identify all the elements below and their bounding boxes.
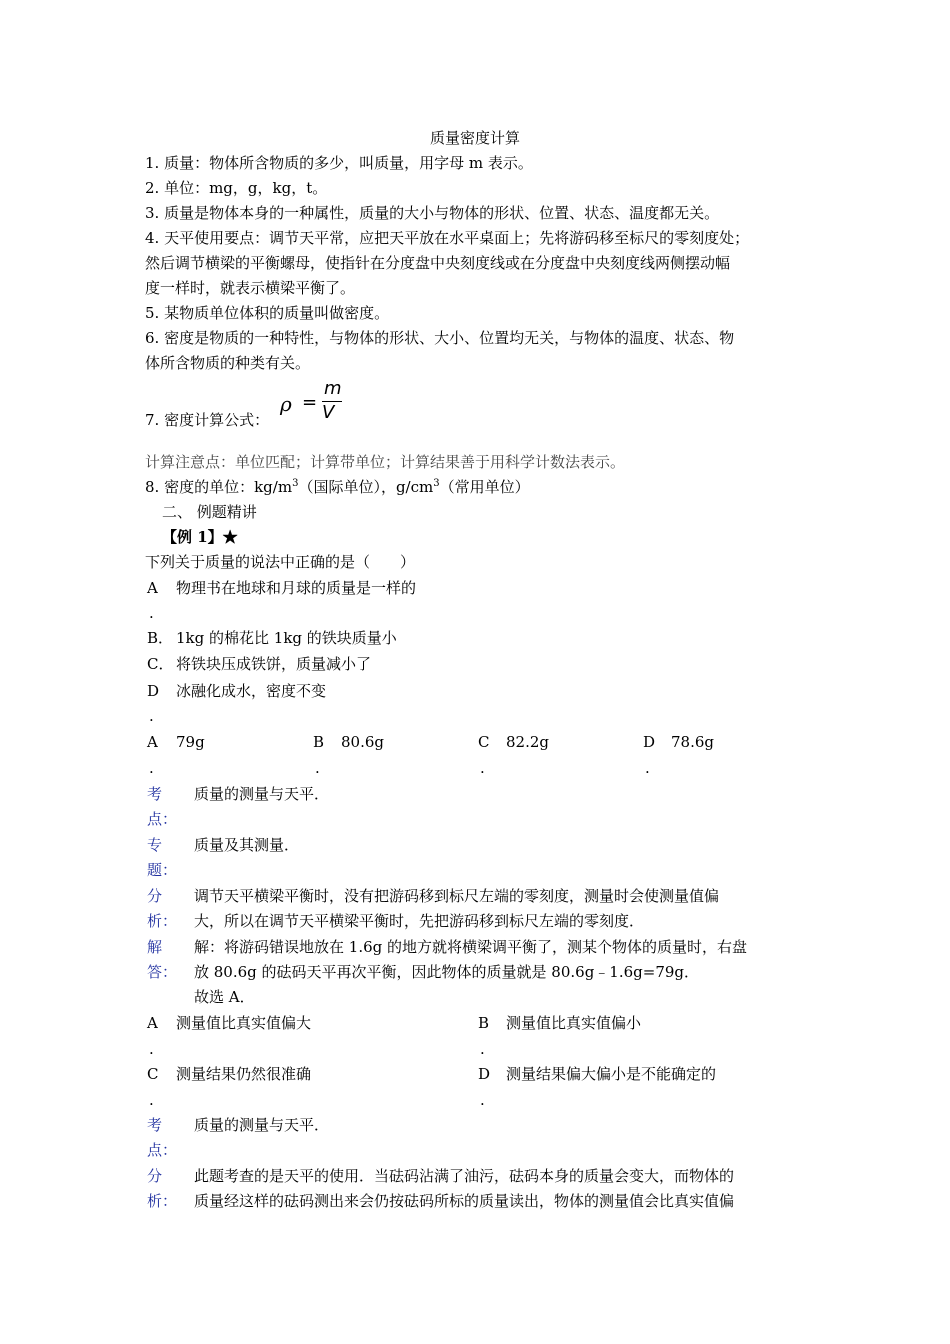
ex1-option-c-text: 将铁块压成铁饼，质量减小了 xyxy=(176,655,372,673)
ex1-option-b-letter: B． xyxy=(147,629,174,647)
ex3-fenxi-label-2: 析： xyxy=(147,1192,178,1210)
ex3-option-d-dot: . xyxy=(480,1091,485,1109)
point-8-part-a: 8. 密度的单位：kg/m xyxy=(145,478,293,496)
point-8-sup-2: 3 xyxy=(433,478,440,489)
point-8-sup-1: 3 xyxy=(292,478,299,489)
ex1-option-d-dot: . xyxy=(149,707,154,725)
ex2-fenxi-text-2: 大，所以在调节天平横梁平衡时，先把游码移到标尺左端的零刻度． xyxy=(194,912,645,930)
point-1: 1. 质量：物体所含物质的多少，叫质量，用字母 m 表示。 xyxy=(145,154,533,172)
ex2-option-c-dot: . xyxy=(480,759,485,777)
point-2: 2. 单位：mg，g，kg，t。 xyxy=(145,179,328,197)
formula-denominator: V xyxy=(322,402,335,423)
ex2-fenxi-label-1: 分 xyxy=(147,887,163,905)
point-4-line-1: 4. 天平使用要点：调节天平常，应把天平放在水平桌面上；先将游码移至标尺的零刻度处； xyxy=(145,229,750,247)
ex2-fenxi-label-2: 析： xyxy=(147,912,178,930)
point-6-line-2: 体所含物质的种类有关。 xyxy=(145,354,311,372)
point-8-part-b: （国际单位），g/cm xyxy=(298,478,434,496)
point-6-line-1: 6. 密度是物质的一种特性，与物体的形状、大小、位置均无关，与物体的温度、状态、物 xyxy=(145,329,735,347)
ex2-jieda-text-2: 放 80.6g 的砝码天平再次平衡，因此物体的质量就是 80.6g﹣1.6g=79g． xyxy=(194,963,700,981)
ex3-option-c-text: 测量结果仍然很准确 xyxy=(176,1065,312,1083)
ex1-option-c-letter: C． xyxy=(147,655,174,673)
ex2-option-d-text: 78.6g xyxy=(671,733,715,751)
ex2-option-d-dot: . xyxy=(645,759,650,777)
ex3-option-b-letter: B xyxy=(478,1014,490,1032)
ex3-option-d-text: 测量结果偏大偏小是不能确定的 xyxy=(506,1065,717,1083)
ex1-option-d-letter: D xyxy=(147,682,160,700)
ex2-jieda-label-1: 解 xyxy=(147,938,163,956)
ex3-option-d-letter: D xyxy=(478,1065,491,1083)
ex2-zhuanti-text: 质量及其测量． xyxy=(194,836,300,854)
ex1-option-a-dot: . xyxy=(149,604,154,622)
point-8 xyxy=(145,477,530,497)
example-1-label: 【例 1】★ xyxy=(162,528,238,546)
ex3-kaodian-label-1: 考 xyxy=(147,1116,163,1134)
ex2-option-d-letter: D xyxy=(643,733,656,751)
ex3-option-a-letter: A xyxy=(147,1014,158,1032)
ex3-option-c-dot: . xyxy=(149,1091,154,1109)
ex2-jieda-text-3: 故选 A． xyxy=(194,988,255,1006)
ex1-option-a-letter: A xyxy=(147,579,158,597)
ex3-option-a-text: 测量值比真实值偏大 xyxy=(176,1014,312,1032)
point-5: 5. 某物质单位体积的质量叫做密度。 xyxy=(145,304,390,322)
formula-equals: = xyxy=(302,392,318,413)
ex3-kaodian-text: 质量的测量与天平． xyxy=(194,1116,330,1134)
ex3-fenxi-text-1: 此题考查的是天平的使用．当砝码沾满了油污，砝码本身的质量会变大，而物体的 xyxy=(194,1167,735,1185)
ex2-option-b-text: 80.6g xyxy=(341,733,385,751)
ex2-jieda-text-1: 解：将游码错误地放在 1.6g 的地方就将横梁调平衡了，测某个物体的质量时，右盘 xyxy=(194,938,747,956)
ex1-option-a-text: 物理书在地球和月球的质量是一样的 xyxy=(176,579,417,597)
ex2-zhuanti-label-2: 题： xyxy=(147,861,178,879)
section-2-heading: 二、 例题精讲 xyxy=(162,503,257,521)
ex1-option-d-text: 冰融化成水，密度不变 xyxy=(176,682,327,700)
ex3-option-b-text: 测量值比真实值偏小 xyxy=(506,1014,642,1032)
ex2-option-a-letter: A xyxy=(147,733,158,751)
ex2-option-b-letter: B xyxy=(313,733,325,751)
ex2-option-c-text: 82.2g xyxy=(506,733,550,751)
page-title: 质量密度计算 xyxy=(429,129,520,147)
example-1-question: 下列关于质量的说法中正确的是（ ） xyxy=(145,553,416,571)
calc-note: 计算注意点：单位匹配；计算带单位；计算结果善于用科学计数法表示。 xyxy=(145,453,626,471)
ex3-kaodian-label-2: 点： xyxy=(147,1141,178,1159)
ex2-kaodian-label-2: 点： xyxy=(147,810,178,828)
ex2-zhuanti-label-1: 专 xyxy=(147,836,163,854)
ex1-option-b-text: 1kg 的棉花比 1kg 的铁块质量小 xyxy=(176,629,397,647)
point-7-label: 7. 密度计算公式： xyxy=(145,411,270,429)
ex2-kaodian-text: 质量的测量与天平． xyxy=(194,785,330,803)
ex3-fenxi-text-2: 质量经这样的砝码测出来会仍按砝码所标的质量读出，物体的测量值会比真实值偏 xyxy=(194,1192,735,1210)
ex3-option-a-dot: . xyxy=(149,1040,154,1058)
ex2-option-a-dot: . xyxy=(149,759,154,777)
ex3-option-c-letter: C xyxy=(147,1065,159,1083)
point-4-line-3: 度一样时，就表示横梁平衡了。 xyxy=(145,279,356,297)
ex3-option-b-dot: . xyxy=(480,1040,485,1058)
ex2-kaodian-label-1: 考 xyxy=(147,785,163,803)
ex2-fenxi-text-1: 调节天平横梁平衡时，没有把游码移到标尺左端的零刻度，测量时会使测量值偏 xyxy=(194,887,720,905)
density-formula xyxy=(278,380,358,426)
point-8-part-c: （常用单位） xyxy=(439,478,530,496)
formula-numerator: m xyxy=(324,378,342,399)
ex2-option-b-dot: . xyxy=(315,759,320,777)
ex2-option-a-text: 79g xyxy=(176,733,205,751)
formula-rho: ρ xyxy=(280,392,292,416)
ex2-option-c-letter: C xyxy=(478,733,490,751)
ex3-fenxi-label-1: 分 xyxy=(147,1167,163,1185)
ex2-jieda-label-2: 答： xyxy=(147,963,178,981)
point-4-line-2: 然后调节横梁的平衡螺母，使指针在分度盘中央刻度线或在分度盘中央刻度线两侧摆动幅 xyxy=(145,254,731,272)
point-3: 3. 质量是物体本身的一种属性，质量的大小与物体的形状、位置、状态、温度都无关。 xyxy=(145,204,720,222)
